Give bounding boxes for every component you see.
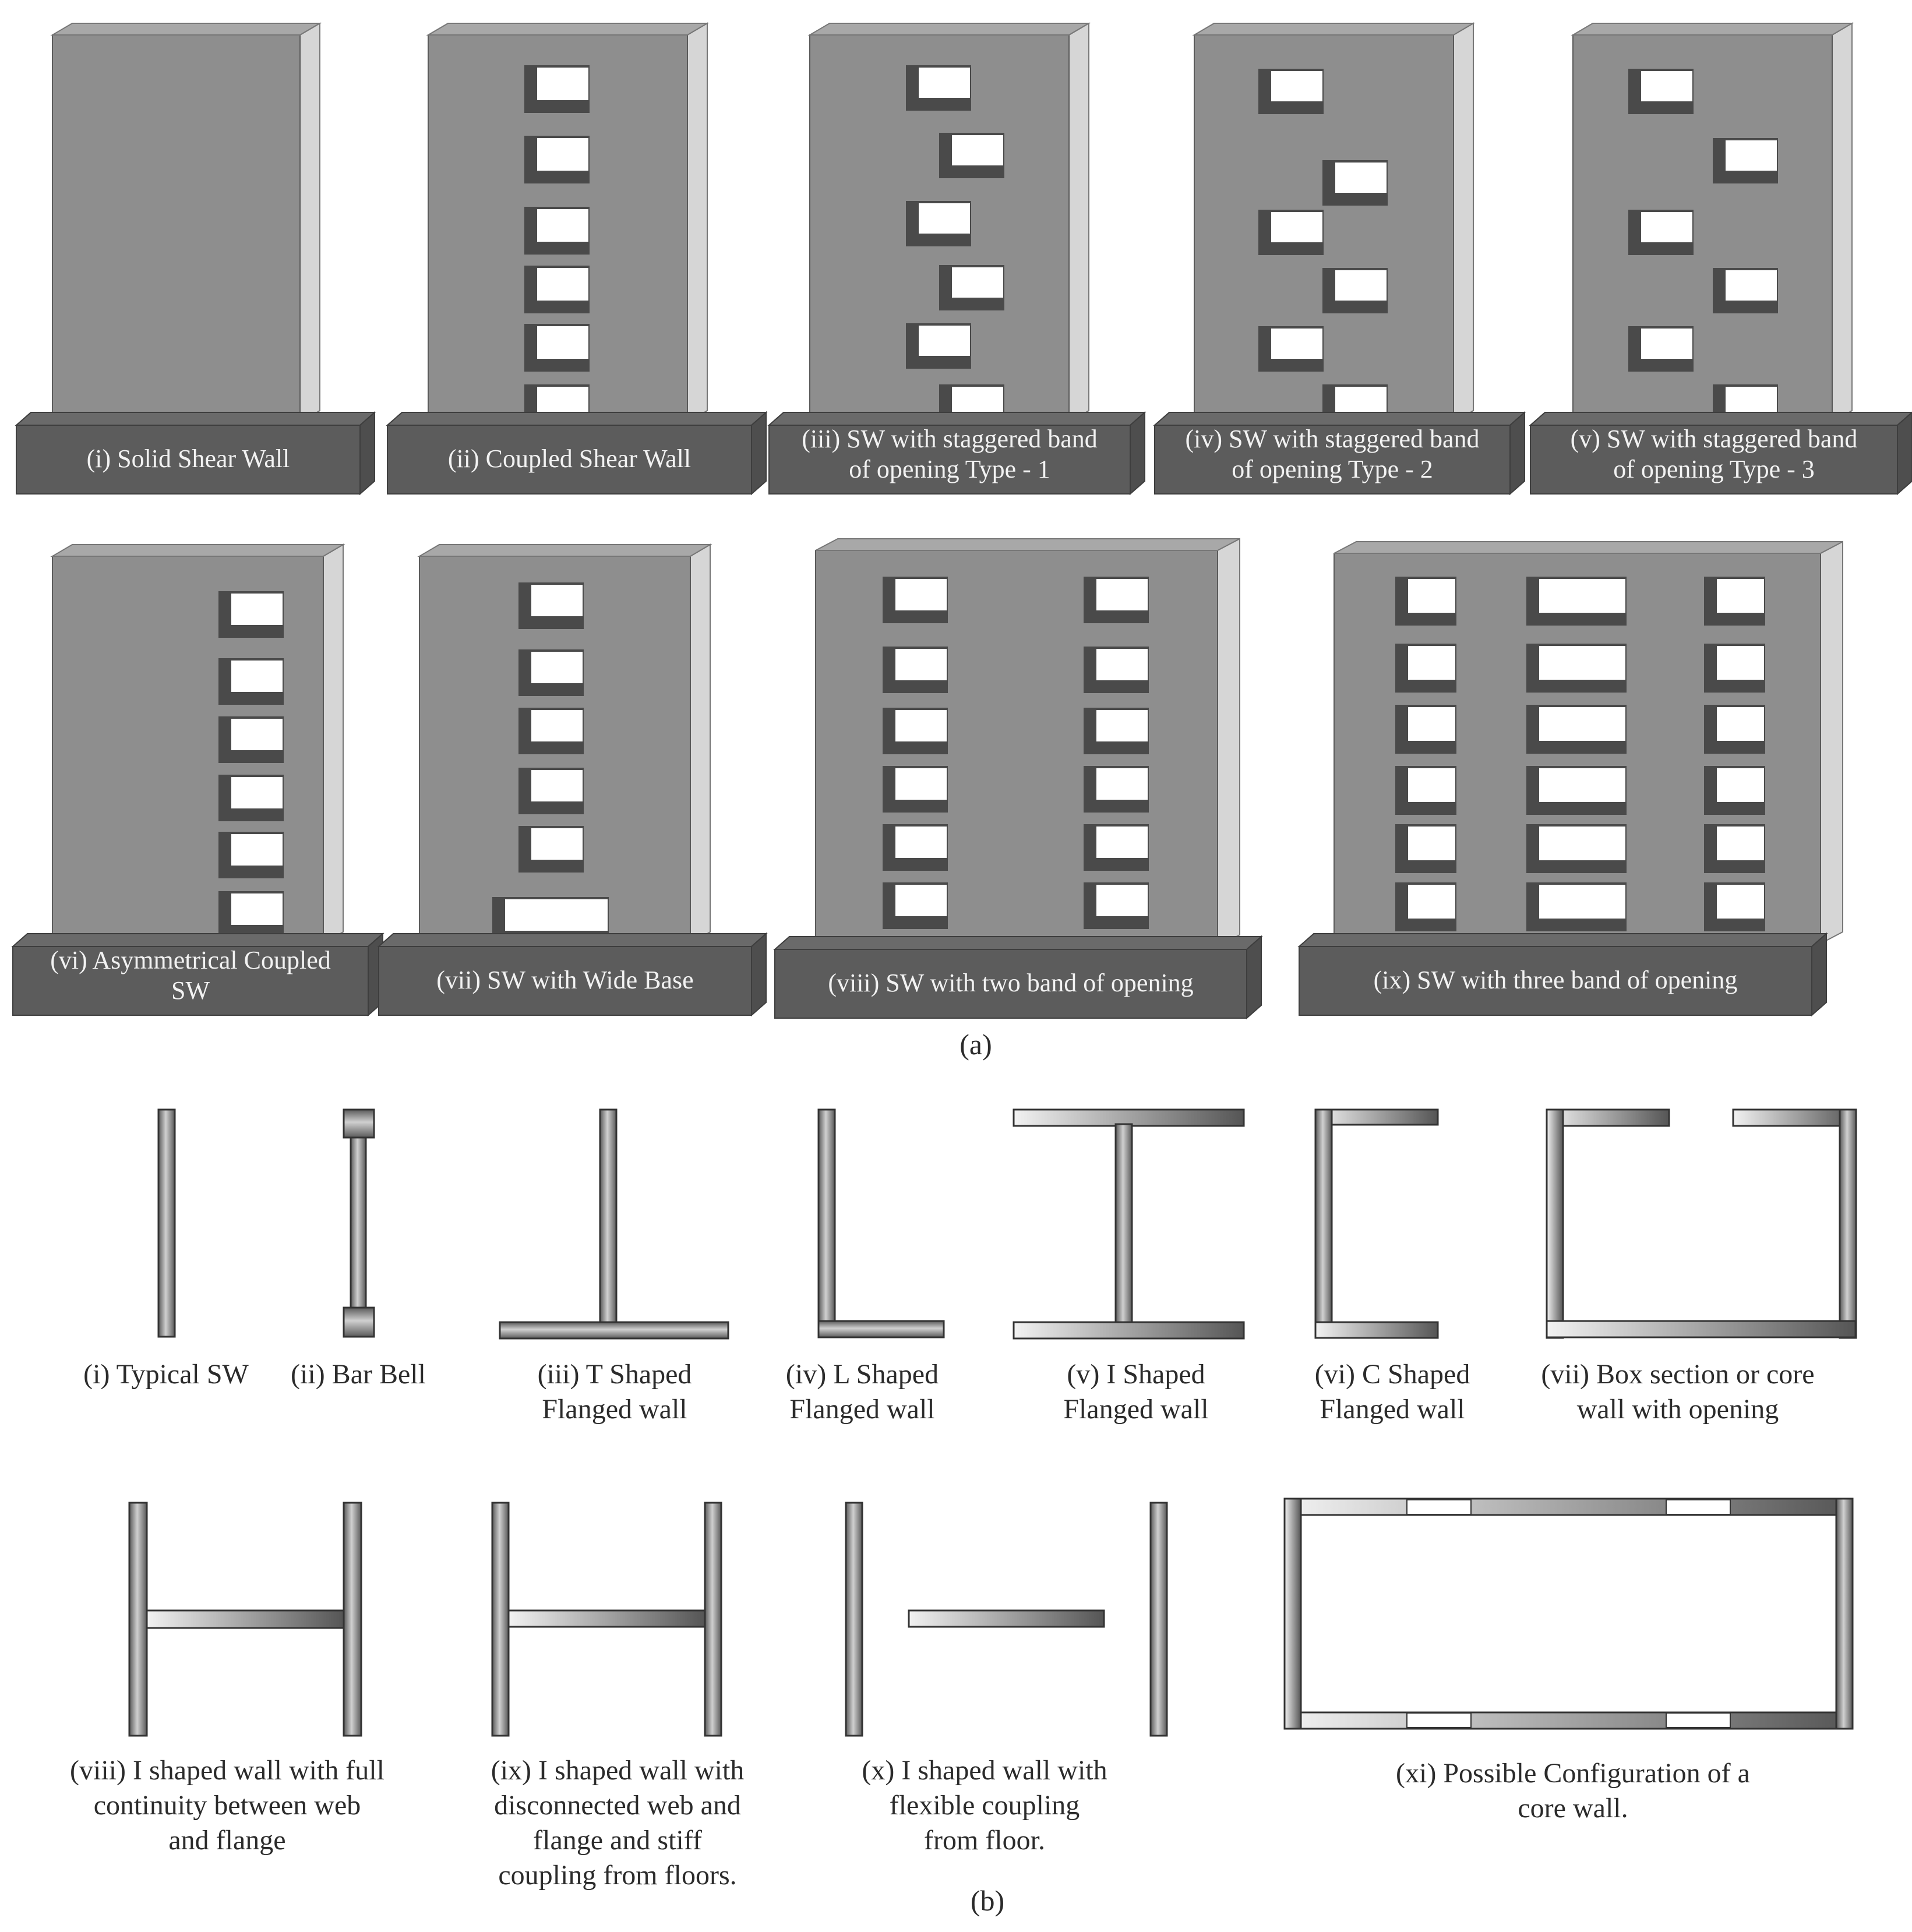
section-caption: continuity between web [93,1790,361,1821]
section-caption: (vii) Box section or core [1541,1359,1815,1390]
section-caption: (xi) Possible Configuration of a [1396,1758,1750,1789]
section-caption: (ix) I shaped wall with [491,1755,745,1786]
wall-caption: (vi) Asymmetrical Coupled [50,946,331,974]
section-caption: flange and stiff [533,1825,702,1856]
wall-caption: (v) SW with staggered band [1570,425,1858,453]
wall-caption: of opening Type - 1 [849,455,1050,483]
wall-caption: (ix) SW with three band of opening [1373,966,1738,994]
section-caption: disconnected web and [494,1790,741,1821]
section-caption: core wall. [1518,1793,1628,1824]
section-caption: and flange [168,1825,286,1856]
section-x [846,1503,1167,1856]
section-caption: (iii) T Shaped [537,1359,692,1390]
section-i [83,1110,249,1390]
section-vii [1541,1110,1856,1425]
section-caption: (viii) I shaped wall with full [70,1755,384,1786]
section-ii [291,1110,426,1390]
wall-caption: SW [171,976,210,1005]
part-a-shear-wall-types [13,23,1912,1018]
wall-caption: of opening Type - 3 [1613,455,1815,483]
section-caption: Flanged wall [1320,1394,1465,1425]
wall-caption: (iii) SW with staggered band [802,425,1098,453]
part-b-label: (b) [970,1884,1005,1917]
wall-viii [775,539,1261,1018]
wall-caption: of opening Type - 2 [1232,455,1433,483]
section-xi [1285,1499,1853,1824]
section-viii [70,1503,384,1856]
section-v [1014,1110,1244,1425]
section-ix [491,1503,745,1891]
section-caption: wall with opening [1576,1394,1779,1425]
section-caption: (v) I Shaped [1067,1359,1205,1390]
part-b-plan-sections [70,1110,1856,1891]
section-caption: (iv) L Shaped [785,1359,939,1390]
wall-caption: (ii) Coupled Shear Wall [447,444,692,473]
section-caption: (vi) C Shaped [1314,1359,1470,1390]
wall-caption: (iv) SW with staggered band [1185,425,1480,453]
part-a-label: (a) [959,1028,992,1061]
section-caption: Flanged wall [789,1394,935,1425]
section-caption: from floor. [924,1825,1045,1856]
wall-iii [769,23,1145,494]
section-iii [500,1110,728,1425]
wall-vii [379,545,766,1015]
wall-v [1530,23,1912,494]
wall-ii [387,23,766,494]
section-caption: Flanged wall [542,1394,687,1425]
section-caption: flexible coupling [889,1790,1080,1821]
section-caption: (i) Typical SW [83,1359,249,1390]
section-iv [786,1110,944,1425]
wall-caption: (vii) SW with Wide Base [436,966,694,994]
section-caption: (ii) Bar Bell [291,1359,426,1390]
section-caption: (x) I shaped wall with [862,1755,1107,1786]
wall-ix [1299,542,1843,1015]
section-caption: coupling from floors. [498,1860,737,1891]
wall-vi [13,545,383,1015]
section-vi [1315,1110,1470,1425]
wall-caption: (i) Solid Shear Wall [86,444,290,473]
wall-caption: (viii) SW with two band of opening [828,969,1194,997]
wall-i [16,23,375,494]
wall-iv [1155,23,1525,494]
section-caption: Flanged wall [1063,1394,1209,1425]
